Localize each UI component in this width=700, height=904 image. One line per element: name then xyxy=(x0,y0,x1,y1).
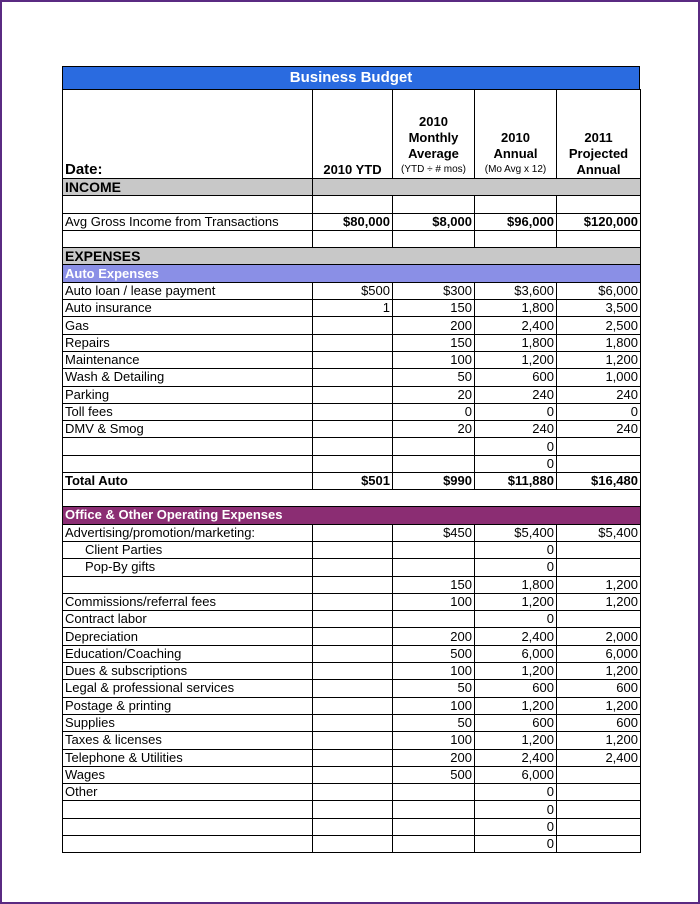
cell-annual[interactable]: 0 xyxy=(475,835,557,852)
cell-projected[interactable] xyxy=(557,611,641,628)
office-expense-row xyxy=(63,835,641,852)
cell-projected[interactable]: $16,480 xyxy=(557,473,641,490)
cell[interactable] xyxy=(475,196,557,213)
cell-monthly[interactable]: $990 xyxy=(393,473,475,490)
cell-ytd[interactable] xyxy=(313,438,393,455)
cell-annual[interactable]: 1,200 xyxy=(475,663,557,680)
expenses-heading-row xyxy=(63,248,641,265)
cell-monthly[interactable]: 0 xyxy=(393,403,475,420)
cell-projected[interactable]: 1,200 xyxy=(557,576,641,593)
auto-expense-row xyxy=(63,334,641,351)
cell-monthly[interactable]: 200 xyxy=(393,317,475,334)
row-label[interactable]: Dues & subscriptions xyxy=(63,663,313,680)
cell-ytd[interactable]: 1 xyxy=(313,300,393,317)
cell-monthly[interactable] xyxy=(393,455,475,472)
cell-projected[interactable]: 1,200 xyxy=(557,663,641,680)
cell-projected[interactable]: $5,400 xyxy=(557,524,641,541)
cell-annual[interactable]: 1,200 xyxy=(475,697,557,714)
cell-projected[interactable] xyxy=(557,455,641,472)
row-label[interactable]: Wash & Detailing xyxy=(63,369,313,386)
auto-heading-row xyxy=(63,265,641,282)
col-projected-year: 2011 xyxy=(584,130,613,145)
cell-ytd[interactable] xyxy=(313,386,393,403)
income-annual[interactable]: $96,000 xyxy=(475,213,557,230)
cell-monthly[interactable]: 150 xyxy=(393,300,475,317)
cell[interactable] xyxy=(557,196,641,213)
income-label[interactable]: Avg Gross Income from Transactions xyxy=(63,213,313,230)
cell-ytd[interactable] xyxy=(313,576,393,593)
cell-projected[interactable]: 1,800 xyxy=(557,334,641,351)
auto-expense-row xyxy=(63,386,641,403)
row-label[interactable] xyxy=(63,438,313,455)
income-spacer-row xyxy=(63,196,641,213)
auto-expense-row xyxy=(63,317,641,334)
cell[interactable] xyxy=(313,196,393,213)
cell-annual[interactable]: $11,880 xyxy=(475,473,557,490)
row-label[interactable] xyxy=(63,576,313,593)
cell-annual[interactable]: $3,600 xyxy=(475,282,557,299)
col-monthly-line2: Average xyxy=(408,146,459,161)
cell-annual[interactable]: $5,400 xyxy=(475,524,557,541)
row-label[interactable]: Postage & printing xyxy=(63,697,313,714)
header-row xyxy=(63,90,641,179)
income-heading-fill xyxy=(313,179,641,196)
cell-ytd[interactable] xyxy=(313,524,393,541)
cell-monthly[interactable]: 50 xyxy=(393,680,475,697)
row-label[interactable]: Total Auto xyxy=(63,473,313,490)
income-ytd[interactable]: $80,000 xyxy=(313,213,393,230)
income-spacer-row-2 xyxy=(63,230,641,247)
cell-ytd[interactable] xyxy=(313,818,393,835)
cell-monthly[interactable] xyxy=(393,801,475,818)
office-expense-row xyxy=(63,818,641,835)
cell-monthly[interactable]: 50 xyxy=(393,714,475,731)
budget-table xyxy=(62,89,641,853)
row-label[interactable] xyxy=(63,818,313,835)
cell-annual[interactable]: 1,200 xyxy=(475,351,557,368)
expenses-heading: EXPENSES xyxy=(63,248,641,265)
cell-projected[interactable] xyxy=(557,784,641,801)
cell-ytd[interactable] xyxy=(313,835,393,852)
cell-monthly[interactable]: 100 xyxy=(393,593,475,610)
cell-monthly[interactable]: 500 xyxy=(393,645,475,662)
cell-annual[interactable]: 1,800 xyxy=(475,334,557,351)
auto-expense-row xyxy=(63,455,641,472)
cell-monthly[interactable] xyxy=(393,438,475,455)
cell-projected[interactable] xyxy=(557,438,641,455)
cell-projected[interactable]: $6,000 xyxy=(557,282,641,299)
cell-monthly[interactable]: 100 xyxy=(393,697,475,714)
col-monthly-year: 2010 xyxy=(419,114,448,129)
section-separator xyxy=(63,490,641,507)
cell-monthly[interactable]: 20 xyxy=(393,421,475,438)
cell-projected[interactable] xyxy=(557,766,641,783)
cell-annual[interactable]: 240 xyxy=(475,386,557,403)
income-monthly[interactable]: $8,000 xyxy=(393,213,475,230)
cell-annual[interactable]: 1,200 xyxy=(475,732,557,749)
row-label[interactable] xyxy=(63,455,313,472)
date-label[interactable]: Date: xyxy=(63,90,313,179)
auto-expense-row xyxy=(63,438,641,455)
row-label[interactable]: Repairs xyxy=(63,334,313,351)
total-auto-row xyxy=(63,473,641,490)
cell-projected[interactable]: 240 xyxy=(557,386,641,403)
cell-ytd[interactable]: $501 xyxy=(313,473,393,490)
office-expense-row xyxy=(63,714,641,731)
separator-cell xyxy=(63,490,641,507)
cell-monthly[interactable]: 100 xyxy=(393,351,475,368)
col-monthly-header xyxy=(393,90,475,179)
cell-projected[interactable]: 1,200 xyxy=(557,351,641,368)
cell-ytd[interactable] xyxy=(313,732,393,749)
col-projected-line2: Annual xyxy=(576,162,621,177)
office-expense-row xyxy=(63,645,641,662)
cell-projected[interactable]: 1,200 xyxy=(557,732,641,749)
col-annual-note: (Mo Avg x 12) xyxy=(484,164,547,175)
cell-annual[interactable]: 600 xyxy=(475,680,557,697)
cell-projected[interactable]: 3,500 xyxy=(557,300,641,317)
cell[interactable] xyxy=(557,230,641,247)
office-expense-row xyxy=(63,680,641,697)
cell-ytd[interactable] xyxy=(313,628,393,645)
row-label[interactable]: Maintenance xyxy=(63,351,313,368)
sheet-title: Business Budget xyxy=(62,66,640,89)
cell-ytd[interactable] xyxy=(313,697,393,714)
row-label[interactable]: Depreciation xyxy=(63,628,313,645)
office-expenses-heading: Office & Other Operating Expenses xyxy=(63,507,641,524)
col-monthly-note: (YTD ÷ # mos) xyxy=(401,164,466,175)
cell-annual[interactable]: 0 xyxy=(475,611,557,628)
cell-monthly[interactable] xyxy=(393,835,475,852)
cell-annual[interactable]: 0 xyxy=(475,559,557,576)
row-label[interactable]: Legal & professional services xyxy=(63,680,313,697)
office-expense-row xyxy=(63,801,641,818)
cell[interactable] xyxy=(313,230,393,247)
cell[interactable] xyxy=(63,230,313,247)
cell-monthly[interactable]: 100 xyxy=(393,732,475,749)
cell-monthly[interactable]: 20 xyxy=(393,386,475,403)
cell-monthly[interactable]: $300 xyxy=(393,282,475,299)
cell-projected[interactable]: 600 xyxy=(557,714,641,731)
col-annual-header xyxy=(475,90,557,179)
cell-annual[interactable]: 600 xyxy=(475,369,557,386)
cell-projected[interactable]: 2,000 xyxy=(557,628,641,645)
row-label[interactable]: Toll fees xyxy=(63,403,313,420)
office-expense-row xyxy=(63,732,641,749)
cell-monthly[interactable]: 50 xyxy=(393,369,475,386)
auto-expense-row xyxy=(63,300,641,317)
office-expense-row xyxy=(63,541,641,558)
auto-expense-row xyxy=(63,421,641,438)
row-label[interactable]: Education/Coaching xyxy=(63,645,313,662)
office-heading-row xyxy=(63,507,641,524)
auto-expense-row xyxy=(63,369,641,386)
income-projected[interactable]: $120,000 xyxy=(557,213,641,230)
cell-monthly[interactable]: $450 xyxy=(393,524,475,541)
row-label[interactable]: Auto loan / lease payment xyxy=(63,282,313,299)
row-label[interactable]: Advertising/promotion/marketing: xyxy=(63,524,313,541)
col-ytd-label: 2010 YTD xyxy=(323,162,382,177)
row-label[interactable]: Wages xyxy=(63,766,313,783)
auto-expense-row xyxy=(63,282,641,299)
row-label[interactable]: Client Parties xyxy=(63,541,313,558)
cell-ytd[interactable] xyxy=(313,541,393,558)
cell-annual[interactable]: 2,400 xyxy=(475,317,557,334)
cell-projected[interactable] xyxy=(557,541,641,558)
cell-projected[interactable] xyxy=(557,559,641,576)
cell-monthly[interactable] xyxy=(393,784,475,801)
cell-annual[interactable]: 2,400 xyxy=(475,628,557,645)
office-expense-row xyxy=(63,628,641,645)
col-annual-line1: Annual xyxy=(493,146,538,161)
cell[interactable] xyxy=(63,196,313,213)
auto-expenses-heading: Auto Expenses xyxy=(63,265,641,282)
col-projected-header xyxy=(557,90,641,179)
cell-monthly[interactable]: 500 xyxy=(393,766,475,783)
cell-annual[interactable]: 2,400 xyxy=(475,749,557,766)
cell[interactable] xyxy=(393,196,475,213)
cell-projected[interactable]: 1,200 xyxy=(557,697,641,714)
cell-annual[interactable]: 6,000 xyxy=(475,766,557,783)
cell-monthly[interactable]: 150 xyxy=(393,576,475,593)
row-label[interactable] xyxy=(63,835,313,852)
cell-projected[interactable] xyxy=(557,818,641,835)
cell-ytd[interactable] xyxy=(313,351,393,368)
cell-ytd[interactable] xyxy=(313,455,393,472)
cell-annual[interactable]: 0 xyxy=(475,455,557,472)
office-expense-row xyxy=(63,576,641,593)
cell-annual[interactable]: 0 xyxy=(475,801,557,818)
row-label[interactable]: DMV & Smog xyxy=(63,421,313,438)
cell-projected[interactable]: 240 xyxy=(557,421,641,438)
cell-ytd[interactable] xyxy=(313,801,393,818)
row-label[interactable]: Taxes & licenses xyxy=(63,732,313,749)
cell-projected[interactable]: 600 xyxy=(557,680,641,697)
cell-projected[interactable]: 1,200 xyxy=(557,593,641,610)
office-expense-row xyxy=(63,784,641,801)
cell-ytd[interactable] xyxy=(313,766,393,783)
cell-projected[interactable]: 1,000 xyxy=(557,369,641,386)
cell-projected[interactable]: 2,400 xyxy=(557,749,641,766)
cell-annual[interactable]: 0 xyxy=(475,818,557,835)
office-expense-row xyxy=(63,749,641,766)
cell-ytd[interactable] xyxy=(313,369,393,386)
row-label[interactable]: Auto insurance xyxy=(63,300,313,317)
cell-ytd[interactable] xyxy=(313,714,393,731)
cell-annual[interactable]: 240 xyxy=(475,421,557,438)
cell[interactable] xyxy=(393,230,475,247)
cell-projected[interactable] xyxy=(557,835,641,852)
cell-ytd[interactable] xyxy=(313,611,393,628)
cell-monthly[interactable]: 100 xyxy=(393,663,475,680)
cell-annual[interactable]: 1,800 xyxy=(475,576,557,593)
cell-projected[interactable]: 0 xyxy=(557,403,641,420)
office-expense-row xyxy=(63,524,641,541)
cell-ytd[interactable] xyxy=(313,593,393,610)
income-row xyxy=(63,213,641,230)
cell[interactable] xyxy=(475,230,557,247)
income-heading: INCOME xyxy=(63,179,313,196)
cell-annual[interactable]: 0 xyxy=(475,784,557,801)
row-label[interactable]: Contract labor xyxy=(63,611,313,628)
cell-annual[interactable]: 0 xyxy=(475,438,557,455)
row-label[interactable]: Gas xyxy=(63,317,313,334)
office-expense-row xyxy=(63,559,641,576)
income-heading-row xyxy=(63,179,641,196)
cell-ytd[interactable] xyxy=(313,749,393,766)
cell-annual[interactable]: 6,000 xyxy=(475,645,557,662)
cell-ytd[interactable] xyxy=(313,645,393,662)
row-label[interactable]: Telephone & Utilities xyxy=(63,749,313,766)
row-label[interactable]: Parking xyxy=(63,386,313,403)
cell-ytd[interactable] xyxy=(313,421,393,438)
office-expense-row xyxy=(63,663,641,680)
cell-ytd[interactable] xyxy=(313,559,393,576)
row-label[interactable]: Commissions/referral fees xyxy=(63,593,313,610)
auto-expense-row xyxy=(63,351,641,368)
cell-projected[interactable]: 2,500 xyxy=(557,317,641,334)
cell-ytd[interactable] xyxy=(313,403,393,420)
row-label[interactable] xyxy=(63,801,313,818)
row-label[interactable]: Pop-By gifts xyxy=(63,559,313,576)
cell-projected[interactable] xyxy=(557,801,641,818)
cell-monthly[interactable] xyxy=(393,818,475,835)
cell-ytd[interactable] xyxy=(313,663,393,680)
cell-annual[interactable]: 0 xyxy=(475,403,557,420)
col-projected-line1: Projected xyxy=(568,146,629,161)
col-monthly-line1: Monthly xyxy=(408,130,459,145)
row-label[interactable]: Supplies xyxy=(63,714,313,731)
cell-monthly[interactable] xyxy=(393,559,475,576)
col-ytd-header xyxy=(313,90,393,179)
cell-ytd[interactable] xyxy=(313,317,393,334)
cell-ytd[interactable] xyxy=(313,334,393,351)
cell-ytd[interactable] xyxy=(313,784,393,801)
cell-projected[interactable]: 6,000 xyxy=(557,645,641,662)
cell-monthly[interactable]: 150 xyxy=(393,334,475,351)
col-annual-year: 2010 xyxy=(501,130,530,145)
office-expense-row xyxy=(63,697,641,714)
auto-expense-row xyxy=(63,403,641,420)
cell-monthly[interactable]: 200 xyxy=(393,628,475,645)
cell-monthly[interactable]: 200 xyxy=(393,749,475,766)
cell-ytd[interactable]: $500 xyxy=(313,282,393,299)
cell-annual[interactable]: 1,200 xyxy=(475,593,557,610)
cell-annual[interactable]: 1,800 xyxy=(475,300,557,317)
cell-ytd[interactable] xyxy=(313,680,393,697)
cell-annual[interactable]: 0 xyxy=(475,541,557,558)
row-label[interactable]: Other xyxy=(63,784,313,801)
cell-monthly[interactable] xyxy=(393,541,475,558)
budget-sheet xyxy=(62,66,640,853)
office-expense-row xyxy=(63,593,641,610)
cell-monthly[interactable] xyxy=(393,611,475,628)
office-expense-row xyxy=(63,611,641,628)
cell-annual[interactable]: 600 xyxy=(475,714,557,731)
office-expense-row xyxy=(63,766,641,783)
